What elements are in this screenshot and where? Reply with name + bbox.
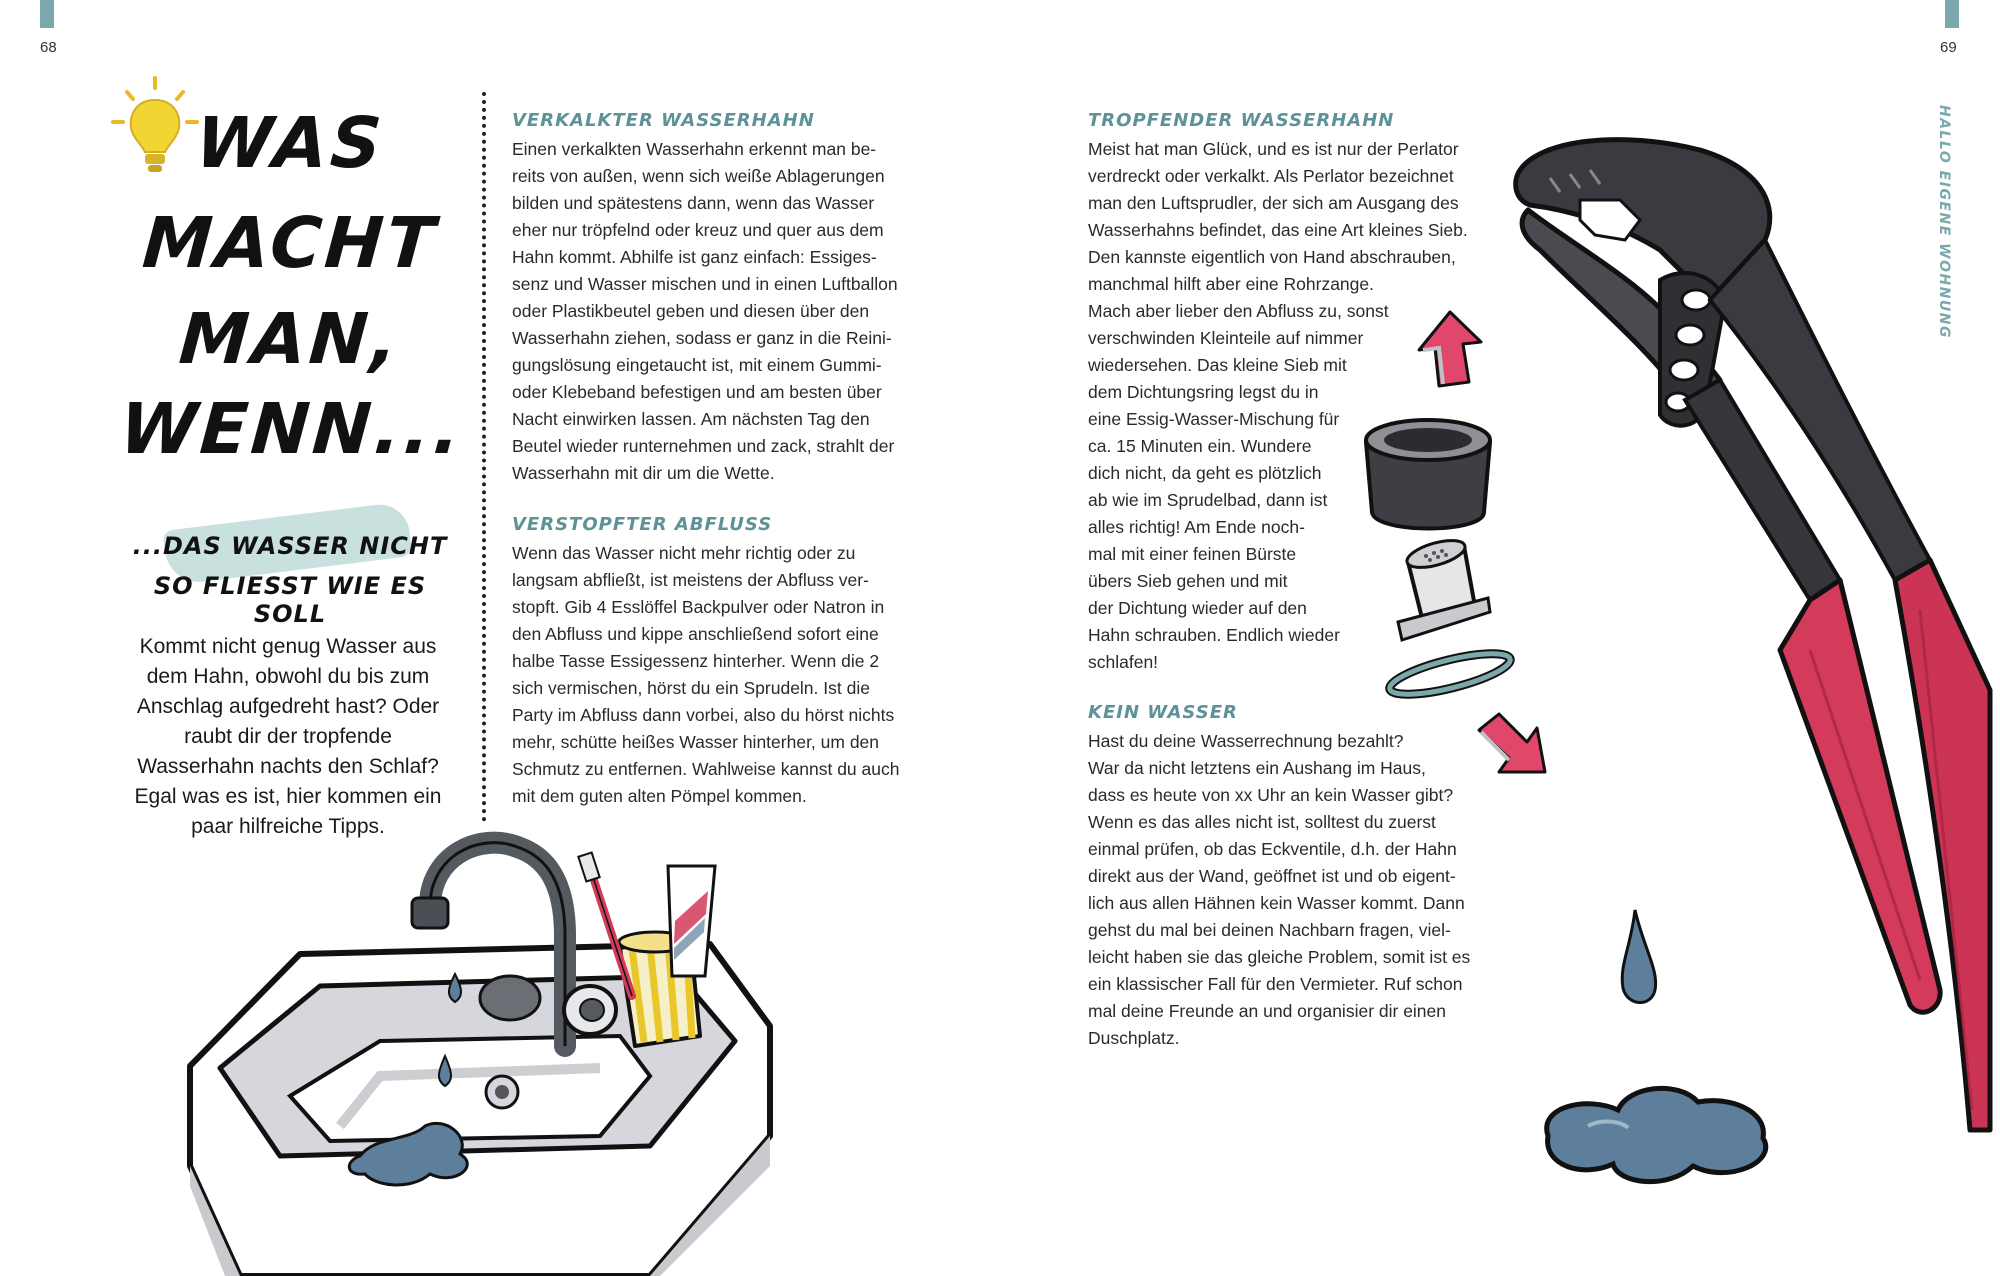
text-line: schlafen!	[1088, 652, 1159, 672]
text-line: gehst du mal bei deinen Nachbarn fragen, viel-	[1088, 920, 1451, 940]
text-line: leicht haben sie das gleiche Problem, somit ist es	[1088, 947, 1471, 967]
text-line: alles richtig! Am Ende noch-	[1088, 517, 1305, 537]
text-line: eine Essig-Wasser-Mischung für	[1088, 409, 1340, 429]
text-line: wiedersehen. Das kleine Sieb mit	[1088, 355, 1347, 375]
text-line: oder Klebeband befestigen und am besten über	[512, 382, 882, 402]
text-line: einmal prüfen, ob das Eckventile, d.h. der Hahn	[1088, 839, 1457, 859]
text-line: dass es heute von xx Uhr an kein Wasser gibt?	[1088, 785, 1454, 805]
text-line: Duschplatz.	[1088, 1028, 1180, 1048]
text-line: senz und Wasser mischen und in einen Luftballon	[512, 274, 898, 294]
dotted-divider	[482, 92, 486, 822]
text-line: mit dem guten alten Pömpel kommen.	[512, 786, 807, 806]
title-line-3: MAN,	[176, 298, 404, 380]
text-line: Mach aber lieber den Abfluss zu, sonst	[1088, 301, 1389, 321]
title-line-2: MACHT	[139, 202, 441, 284]
text-line: ein klassischer Fall für den Vermieter. Ruf schon	[1088, 974, 1463, 994]
right-page-tab	[1945, 0, 1959, 28]
section-heading-tropfender-wasserhahn: TROPFENDER WASSERHAHN	[1088, 110, 1395, 131]
text-line: mal deine Freunde an und organisier dir einen	[1088, 1001, 1447, 1021]
section-text-verstopfter-abfluss	[512, 540, 932, 810]
intro-text: Kommt nicht genug Wasser aus dem Hahn, obwohl du bis zum Anschlag aufgedreht hast? Oder raubt dir der tropfende Wasserhahn nachts den Schlaf? Egal was es ist, hier kommen ein paar hilfreiche Tipps.	[134, 635, 442, 838]
text-line: verdreckt oder verkalkt. Als Perlator bezeichnet	[1088, 166, 1454, 186]
text-line: Den kannste eigentlich von Hand abschrauben,	[1088, 247, 1456, 267]
text-line: mehr, schütte heißes Wasser hinterher, um den	[512, 732, 880, 752]
arrow-up-icon	[1415, 308, 1485, 388]
text-line: Schmutz zu entfernen. Wahlweise kannst du auch	[512, 759, 900, 779]
text-line: Meist hat man Glück, und es ist nur der Perlator	[1088, 139, 1459, 159]
text-line: ca. 15 Minuten ein. Wundere	[1088, 436, 1312, 456]
water-puddle-illustration	[1528, 1066, 1778, 1196]
text-line: Nacht einwirken lassen. Am nächsten Tag den	[512, 409, 870, 429]
text-line: Wasserhahn ziehen, sodass er ganz in die Reini-	[512, 328, 892, 348]
text-line: reits von außen, wenn sich weiße Ablagerungen	[512, 166, 885, 186]
page-number-right: 69	[1940, 39, 1957, 56]
text-line: der Dichtung wieder auf den	[1088, 598, 1307, 618]
text-line: bilden und spätestens dann, wenn das Wasser	[512, 193, 875, 213]
text-line: man den Luftsprudler, der sich am Ausgang des	[1088, 193, 1459, 213]
text-line: den Abfluss und kippe anschließend sofort eine	[512, 624, 879, 644]
text-line: Beutel wieder runternehmen und zack, strahlt der	[512, 436, 895, 456]
text-line: Wasserhahns befindet, das eine Art kleines Sieb.	[1088, 220, 1468, 240]
text-line: gungslösung eingetaucht ist, mit einem Gummi-	[512, 355, 882, 375]
section-text-kein-wasser	[1088, 728, 1508, 1052]
text-line: lich aus allen Hähnen kein Wasser kommt. Dann	[1088, 893, 1465, 913]
page-number-left: 68	[40, 39, 57, 56]
text-line: ab wie im Sprudelbad, dann ist	[1088, 490, 1328, 510]
text-line: Wenn das Wasser nicht mehr richtig oder zu	[512, 543, 856, 563]
text-line: Wenn es das alles nicht ist, solltest du zuerst	[1088, 812, 1436, 832]
text-line: Wasserhahn mit dir um die Wette.	[512, 463, 775, 483]
text-line: Party im Abfluss dann vorbei, also du hörst nichts	[512, 705, 895, 725]
text-line: dich nicht, da geht es plötzlich	[1088, 463, 1322, 483]
section-text-verkalkter-wasserhahn	[512, 136, 932, 487]
text-line: verschwinden Kleinteile auf nimmer	[1088, 328, 1364, 348]
text-line: langsam abfließt, ist meistens der Abfluss ver-	[512, 570, 869, 590]
text-line: War da nicht letztens ein Aushang im Haus,	[1088, 758, 1426, 778]
running-title: HALLO EIGENE WOHNUNG	[1936, 105, 1952, 340]
text-line: Einen verkalkten Wasserhahn erkennt man be-	[512, 139, 877, 159]
text-line: oder Plastikbeutel geben und diesen über den	[512, 301, 870, 321]
text-line: übers Sieb gehen und mit	[1088, 571, 1288, 591]
text-line: Hahn schrauben. Endlich wieder	[1088, 625, 1340, 645]
sink-illustration	[180, 836, 800, 1276]
text-line: stopft. Gib 4 Esslöffel Backpulver oder Natron in	[512, 597, 885, 617]
title-line-1: WAS	[192, 102, 388, 184]
title-line-4: WENN...	[117, 388, 466, 470]
left-page-tab	[40, 0, 54, 28]
text-line: eher nur tröpfelnd oder kreuz und quer aus dem	[512, 220, 884, 240]
text-line: mal mit einer feinen Bürste	[1088, 544, 1297, 564]
text-line: dem Dichtungsring legst du in	[1088, 382, 1319, 402]
section-heading-verkalkter-wasserhahn: VERKALKTER WASSERHAHN	[512, 110, 815, 131]
subtitle-line-1: ...DAS WASSER NICHT	[132, 532, 448, 560]
text-line: sich vermischen, hörst du ein Sprudeln. Ist die	[512, 678, 870, 698]
subtitle-line-2: SO FLIESST WIE ES SOLL	[153, 572, 427, 628]
text-line: direkt aus der Wand, geöffnet ist und ob eigent-	[1088, 866, 1456, 886]
pliers-illustration	[1510, 130, 1990, 1140]
section-heading-verstopfter-abfluss: VERSTOPFTER ABFLUSS	[512, 514, 773, 535]
text-line: Hahn kommt. Abhilfe ist ganz einfach: Essiges-	[512, 247, 877, 267]
text-line: halbe Tasse Essigessenz hinterher. Wenn die 2	[512, 651, 880, 671]
text-line: manchmal hilft aber eine Rohrzange.	[1088, 274, 1374, 294]
section-heading-kein-wasser: KEIN WASSER	[1088, 702, 1238, 723]
water-drop-illustration	[1615, 906, 1665, 1016]
text-line: Hast du deine Wasserrechnung bezahlt?	[1088, 731, 1404, 751]
